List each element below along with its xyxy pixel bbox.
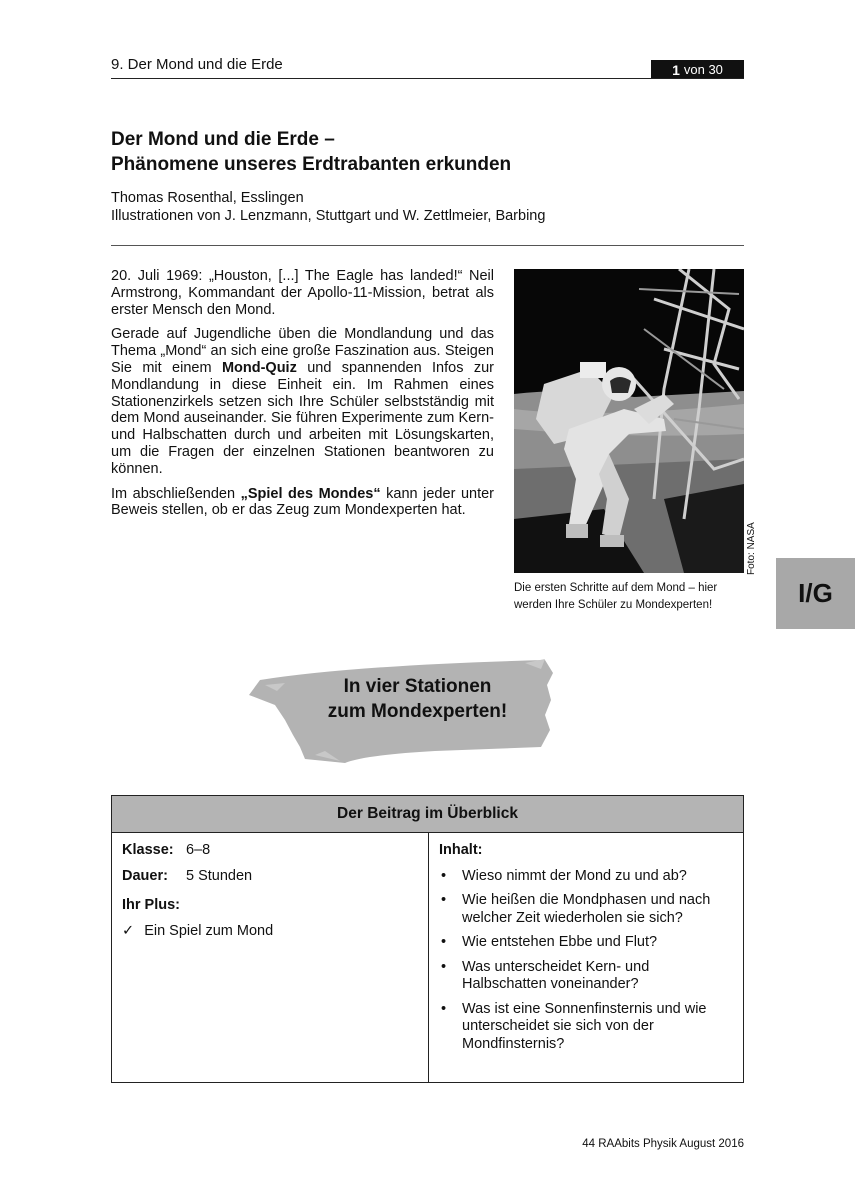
list-item: • Wie heißen die Mondphasen und nach welcher Zeit wiederholen sie sich? xyxy=(441,892,711,926)
chapter-title: 9. Der Mond und die Erde xyxy=(111,56,283,73)
bullet-icon: • xyxy=(441,892,447,908)
section-tab: I/G xyxy=(776,558,855,629)
klasse-label: Klasse: xyxy=(122,842,174,858)
moon-landing-photo xyxy=(514,269,744,573)
overview-meta xyxy=(122,842,273,940)
illustrations-line: Illustrationen von J. Lenzmann, Stuttgart und W. Zettlmeier, Barbing xyxy=(111,208,546,224)
astronaut-illustration xyxy=(514,269,744,573)
bullet-icon: • xyxy=(441,1000,447,1017)
document-title xyxy=(111,127,511,177)
page-number: 1 xyxy=(672,61,680,78)
bullet-icon: • xyxy=(441,934,447,950)
dauer-label: Dauer: xyxy=(122,868,168,884)
klasse-row xyxy=(122,842,273,859)
title-line-2: Phänomene unseres Erdtrabanten erkunden xyxy=(111,154,512,175)
overview-content xyxy=(439,842,729,1060)
footer-source: 44 RAAbits Physik August 2016 xyxy=(582,1138,744,1150)
title-rule xyxy=(111,245,744,246)
plus-item-row xyxy=(122,923,273,940)
photo-caption: Die ersten Schritte auf dem Mond – hier werden Ihre Schüler zu Mondexperten! xyxy=(514,582,718,611)
bullet-icon: • xyxy=(441,867,447,884)
title-line-1: Der Mond und die Erde – xyxy=(111,129,335,150)
list-item: • Wie entstehen Ebbe und Flut? xyxy=(441,934,658,950)
banner-line-1: In vier Stationen xyxy=(343,676,492,697)
photo-credit: Foto: NASA xyxy=(746,522,757,575)
intro-text xyxy=(111,268,494,527)
plus-item: Ein Spiel zum Mond xyxy=(144,923,274,939)
dauer-row xyxy=(122,868,273,885)
author-line: Thomas Rosenthal, Esslingen xyxy=(111,190,304,206)
page-total: von 30 xyxy=(683,62,723,77)
klasse-value: 6–8 xyxy=(186,842,211,858)
overview-heading: Der Beitrag im Überblick xyxy=(112,796,743,833)
list-item: • Wieso nimmt der Mond zu und ab? xyxy=(441,867,687,884)
intro-paragraph-2: Gerade auf Jugendliche üben die Mondlandung und das Thema „Mond“ an sich eine große Faszination aus. Steigen Sie mit einem Mond-Quiz und spannenden Infos zur Mondlandung in diese Einheit ein. Im Rahmen eines Stationenzirkels setzen sich Ihre Schüler selbstständig mit dem Mond auseinander. Sie führen Experimente zum Kern- und Halbschatten durch und arbeiten mit Lösungskarten, um die Fragen der einzelnen Stationen beantworen zu können. xyxy=(111,326,494,477)
bullet-icon: • xyxy=(441,958,447,975)
page-indicator xyxy=(651,60,744,79)
banner-line-2: zum Mondexperten! xyxy=(327,701,508,722)
checkmark-icon: ✓ xyxy=(122,923,135,939)
header-rule xyxy=(111,78,744,79)
intro-paragraph-1: 20. Juli 1969: „Houston, [...] The Eagle has landed!“ Neil Armstrong, Kommandant der Apollo-11-Mission, betrat als erster Mensch den Mond. xyxy=(111,268,494,318)
inhalt-label: Inhalt: xyxy=(439,842,483,858)
list-item: • Was ist eine Sonnenfinsternis und wie unterscheidet sie sich von der Mondfinsternis? xyxy=(441,1000,707,1052)
list-item: • Was unterscheidet Kern- und Halbschatten voneinander? xyxy=(441,958,650,992)
banner-text xyxy=(245,674,590,724)
dauer-value: 5 Stunden xyxy=(186,868,253,884)
column-divider xyxy=(428,832,429,1082)
authors xyxy=(111,189,545,225)
overview-table xyxy=(111,795,744,1083)
plus-label: Ihr Plus: xyxy=(122,897,181,913)
intro-paragraph-3: Im abschließenden „Spiel des Mondes“ kann jeder unter Beweis stellen, ob er das Zeug zum Mondexperten hat. xyxy=(111,485,494,519)
